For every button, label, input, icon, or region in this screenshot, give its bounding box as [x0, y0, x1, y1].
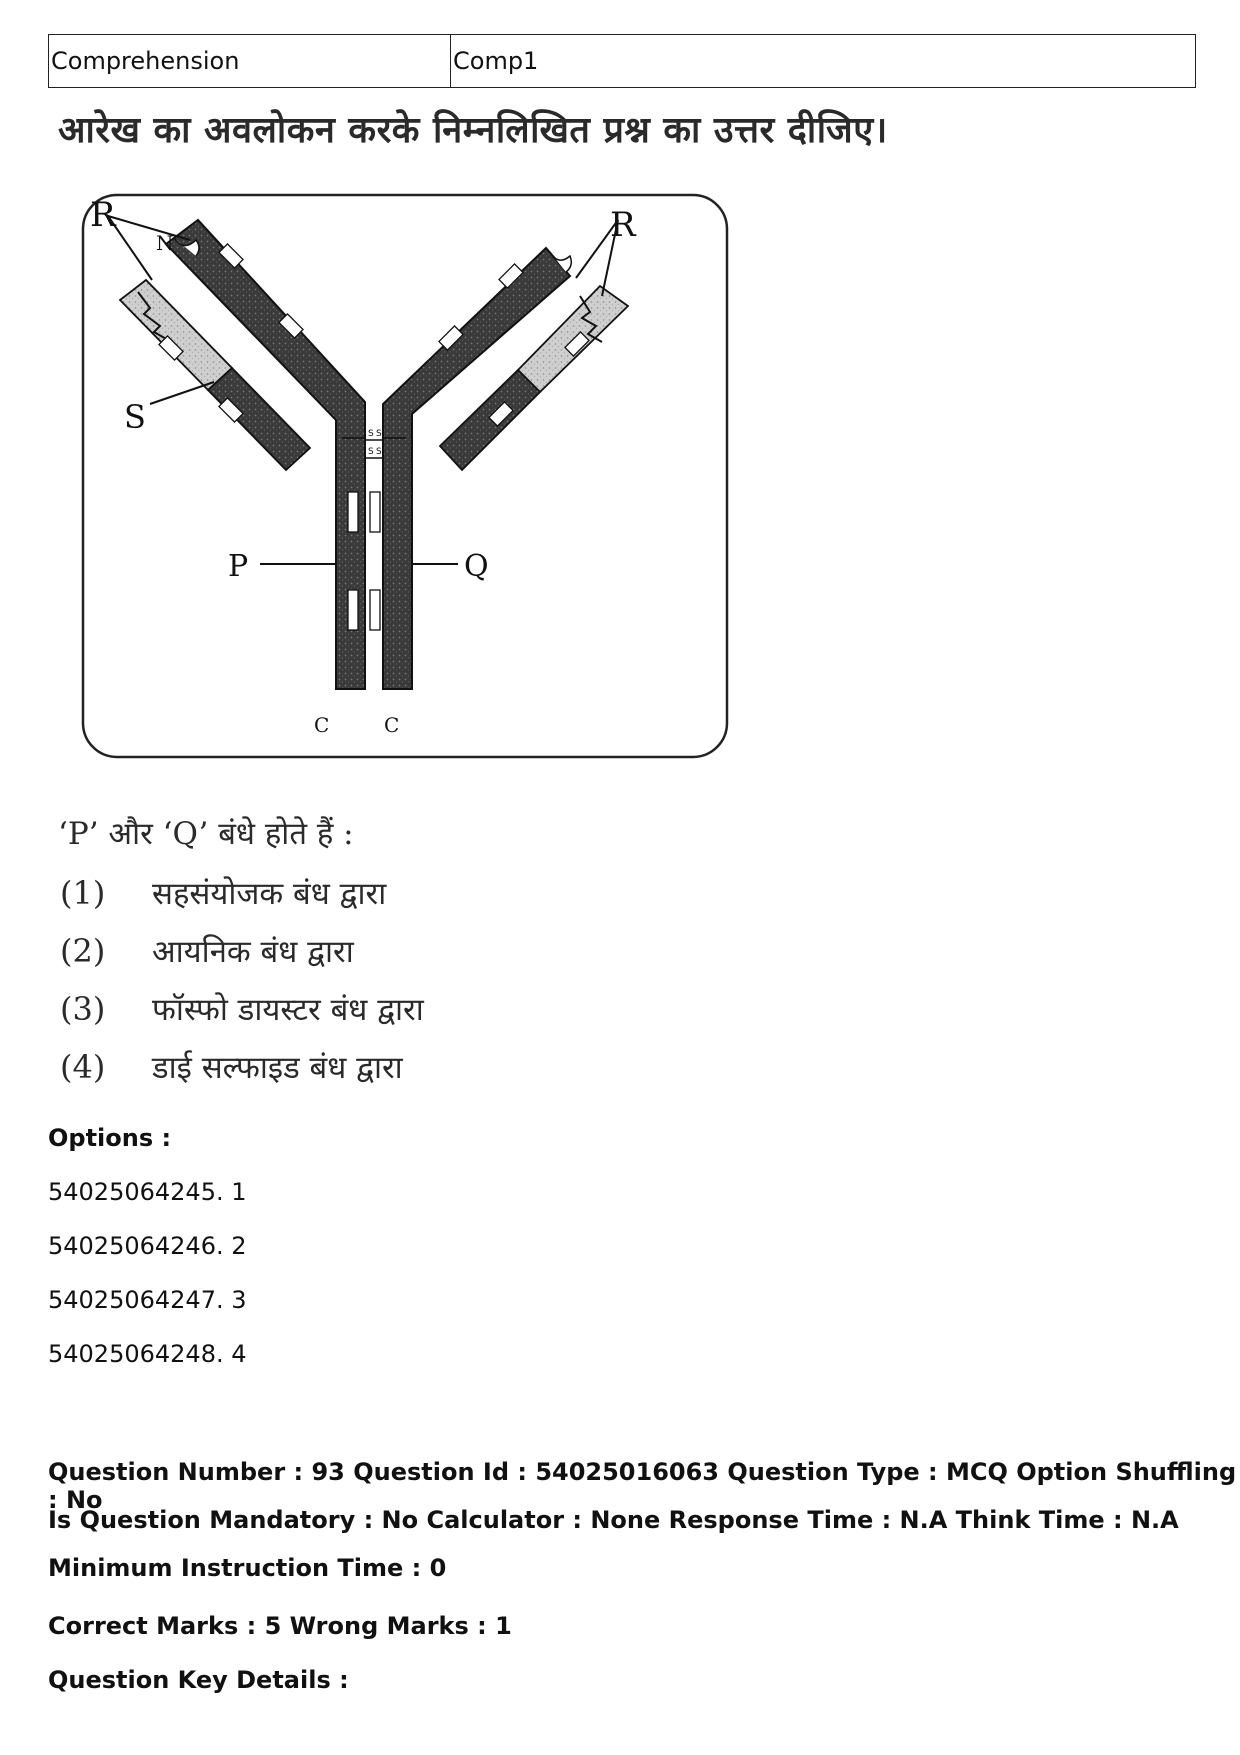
option-number: (2) — [60, 932, 106, 970]
question-option — [60, 872, 386, 914]
question-option — [60, 1046, 403, 1088]
option-number: (4) — [60, 1048, 106, 1086]
question-meta-line2: Is Question Mandatory : No Calculator : None Response Time : N.A Think Time : N.A — [48, 1506, 1179, 1534]
question-meta-line5: Question Key Details : — [48, 1666, 349, 1694]
question-option — [60, 988, 424, 1030]
label-r-right: R — [610, 205, 636, 245]
option-id: 54025064245. 1 — [48, 1178, 247, 1206]
options-heading: Options : — [48, 1124, 172, 1152]
question-option — [60, 930, 354, 972]
label-c-right: C — [384, 713, 400, 737]
option-text: सहसंयोजक बंध द्वारा — [152, 876, 387, 912]
label-n: N — [156, 231, 174, 255]
ss-label: S — [376, 429, 382, 439]
ss-label: S — [368, 447, 374, 457]
comprehension-value: Comp1 — [453, 47, 539, 75]
question-instruction: आरेख का अवलोकन करके निम्नलिखित प्रश्न का उत्तर दीजिए। — [58, 109, 888, 151]
option-id: 54025064247. 3 — [48, 1286, 247, 1314]
label-s: S — [124, 398, 146, 436]
question-stem: ‘P’ और ‘Q’ बंधे होते हैं : — [58, 816, 354, 852]
option-number: (1) — [60, 874, 106, 912]
option-id: 54025064248. 4 — [48, 1340, 247, 1368]
option-number: (3) — [60, 990, 106, 1028]
label-c-left: C — [314, 713, 330, 737]
ss-label: S — [368, 429, 374, 439]
option-id: 54025064246. 2 — [48, 1232, 247, 1260]
label-p: P — [228, 549, 249, 584]
option-text: आयनिक बंध द्वारा — [152, 934, 354, 970]
question-meta-line4: Correct Marks : 5 Wrong Marks : 1 — [48, 1612, 512, 1640]
ss-label: S — [376, 447, 382, 457]
comprehension-label: Comprehension — [49, 35, 451, 87]
option-text: फॉस्फो डायस्टर बंध द्वारा — [152, 992, 424, 1028]
option-text: डाई सल्फाइड बंध द्वारा — [152, 1050, 403, 1086]
question-meta-line1: Question Number : 93 Question Id : 54025016063 Question Type : MCQ Option Shuffling : No — [48, 1458, 1237, 1514]
comprehension-table — [48, 34, 1196, 88]
question-meta-line3: Minimum Instruction Time : 0 — [48, 1554, 447, 1582]
label-r-left: R — [90, 195, 116, 235]
label-q: Q — [464, 549, 489, 584]
antibody-diagram — [80, 192, 730, 762]
